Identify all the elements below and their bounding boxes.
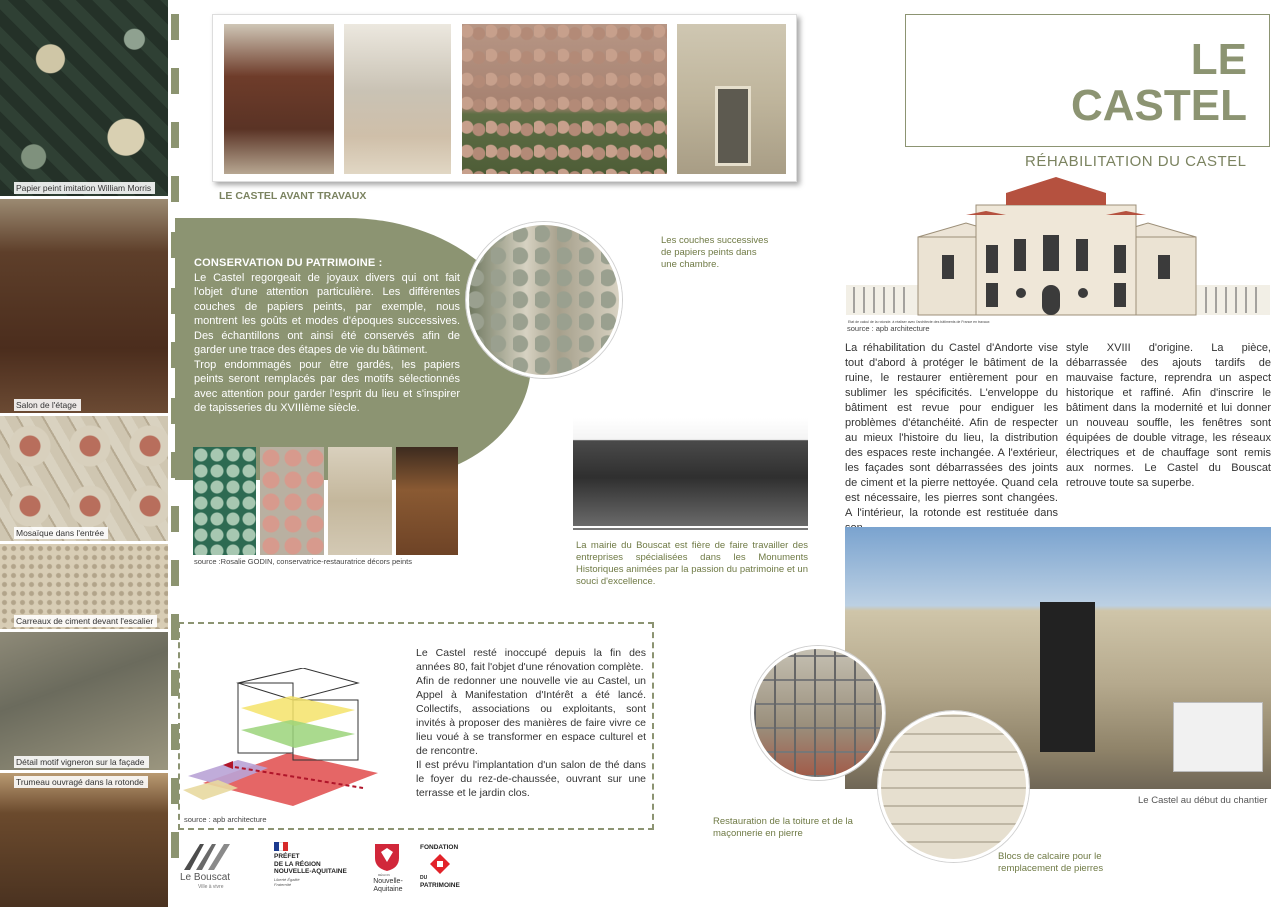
photo-before-facade — [677, 24, 786, 174]
prefet-line1: PRÉFET — [274, 853, 300, 860]
before-works-photos — [212, 14, 797, 182]
before-works-label: LE CASTEL AVANT TRAVAUX — [219, 190, 367, 202]
conservation-text — [194, 256, 460, 416]
page-title-line2: CASTEL — [1071, 81, 1247, 130]
prefet-line3: NOUVELLE-AQUITAINE — [274, 868, 347, 875]
divider — [573, 528, 808, 530]
wallpaper-layers-caption: Les couches successives de papiers peints dans une chambre. — [661, 235, 769, 270]
castel-elevation-drawing — [846, 175, 1270, 323]
photo-wallpaper-morris — [0, 0, 168, 196]
photo-castel-black-white — [573, 418, 808, 526]
caption-cement-tiles: Carreaux de ciment devant l'escalier — [14, 615, 157, 627]
fondation-logo-icon — [430, 854, 450, 874]
caption-vine-motif: Détail motif vigneron sur la façade — [14, 756, 149, 768]
photo-trumeau — [0, 773, 168, 907]
photo-before-hall — [344, 24, 451, 174]
fondation-logo-line1: FONDATION — [420, 844, 459, 851]
conservation-title: CONSERVATION DU PATRIMOINE : — [194, 257, 383, 269]
prefet-logo-text — [274, 853, 347, 876]
prefet-line2: DE LA RÉGION — [274, 860, 321, 868]
bouscat-logo-tagline: Ville à vivre — [198, 884, 224, 890]
french-flag-icon — [274, 842, 288, 851]
strip-tick — [171, 14, 179, 40]
strip-tick — [171, 832, 179, 858]
swatch-green-floral — [193, 447, 256, 555]
project-paragraph-1: Le Castel resté inoccupé depuis la fin des années 80, fait l'objet d'une rénovation complète. — [416, 647, 646, 673]
van — [1173, 702, 1263, 772]
photo-strip — [0, 0, 175, 907]
photo-roof-restoration — [751, 646, 885, 780]
bouscat-logo-icon — [182, 842, 232, 872]
region-logo-top: RÉGION — [378, 873, 390, 877]
elevation-source: source : apb architecture — [847, 324, 930, 333]
photo-salon — [0, 199, 168, 413]
strip-tick — [171, 506, 179, 532]
prefet-motto: Liberté Égalité Fraternité — [274, 877, 300, 887]
photo-before-bedroom — [462, 24, 667, 174]
roof-restoration-caption: Restauration de la toiture et de la maçonnerie en pierre — [713, 816, 853, 839]
tarp — [1040, 602, 1095, 752]
fondation-logo-line2: DU — [420, 875, 428, 881]
photo-wallpaper-layers — [466, 222, 622, 378]
strip-tick — [171, 176, 179, 202]
rehab-text-col2: style XVIII d'origine. La pièce, débarrassée des ajouts tardifs de mauvaise facture, reprendra un aspect historique et raffiné. Afin d'inscrire le bâtiment dans la modernité et lui donner un nouveau souffle, les fenêtres sont équipées de double vitrage, les réseaux électriques et de chauffage sont remis aux normes. Le Castel du Bouscat retrouve toute sa superbe. — [1066, 342, 1271, 489]
swatch-rose-floral — [260, 447, 324, 555]
swatch-beige-panel — [328, 447, 392, 555]
title-box — [905, 14, 1270, 147]
project-text — [416, 646, 646, 800]
caption-mosaic: Mosaïque dans l'entrée — [14, 527, 108, 539]
photo-before-room — [224, 24, 334, 174]
project-paragraph-2: Afin de redonner une nouvelle vie au Castel, un Appel à Manifestation d'Intérêt a été lancé. Collectifs, associations ou exploitants, sont invités à proposer des manières de faire vivre ce lieu voué à se transformer en espace culturel et de rencontre. — [416, 675, 646, 757]
photo-cement-tiles — [0, 544, 168, 629]
works-start-caption: Le Castel au début du chantier — [1138, 795, 1268, 806]
fondation-logo-line3: PATRIMOINE — [420, 882, 460, 889]
region-logo-text: Nouvelle-Aquitaine — [373, 878, 403, 893]
strip-tick — [171, 560, 179, 586]
window-detail — [715, 86, 751, 166]
page-subtitle: RÉHABILITATION DU CASTEL — [1025, 153, 1247, 170]
limestone-blocks-caption: Blocs de calcaire pour le remplacement de pierres — [998, 851, 1104, 874]
swatch-wood-panel — [396, 447, 458, 555]
caption-trumeau: Trumeau ouvragé dans la rotonde — [14, 776, 148, 788]
page-title-line1: LE — [1190, 35, 1247, 84]
region-shield-icon — [373, 842, 401, 872]
strip-tick — [171, 122, 179, 148]
project-source: source : apb architecture — [184, 815, 267, 824]
partner-logos — [180, 842, 480, 896]
rehab-text-col1: La réhabilitation du Castel d'Andorte vise tout d'abord à protéger le bâtiment de la ruine, le restaurer entièrement pour en sublimer les spécificités. L'enveloppe du bâtiment est revue pour endiguer les problèmes d'étanchéité. Afin de respecter au mieux l'histoire du lieu, la distribution des espaces reste inchangée. A l'extérieur, les façades sont débarrassées des joints de ciment et la pierre nettoyée. Quand cela est nécessaire, les pierres sont changées. A l'intérieur, la rotonde est restituée dans — [845, 342, 1058, 519]
page-title — [1071, 37, 1247, 129]
building-section-diagram — [183, 668, 393, 808]
photo-vine-motif — [0, 632, 168, 770]
conservation-paragraph-2: Trop endommagés pour être gardés, les papiers peints seront remplacés par des motifs sélectionnés avec attention pour garder l'esprit du lieu et s'inspirer de tapisseries du XVIIIème siècle. — [194, 358, 460, 414]
mairie-caption: La mairie du Bouscat est fière de faire travailler des entreprises spécialisées dans les Monuments Historiques animées par la passion du patrimoine et un souci d'excellence. — [576, 540, 808, 587]
elevation-note: Etat de calcul de la rotonde, à réaliser avec l'architecte des bâtiments de France en travaux — [848, 320, 990, 323]
conservation-source: source :Rosalie GODIN, conservatrice-restauratrice décors peints — [194, 557, 412, 566]
conservation-paragraph-1: Le Castel regorgeait de joyaux divers qui ont fait l'objet d'une attention particulière. Les différentes couches de papiers peints, par exemple, nous montrent les goûts et modes d'époques successives. Des échantillons ont ainsi été conservés afin de garder une trace des étapes de vie du bâtiment. — [194, 271, 460, 356]
photo-mosaic — [0, 416, 168, 541]
caption-salon: Salon de l'étage — [14, 399, 81, 411]
bouscat-logo-text: Le Bouscat — [180, 872, 231, 883]
photo-limestone-blocks — [878, 711, 1029, 862]
caption-wallpaper: Papier peint imitation William Morris — [14, 182, 155, 194]
strip-tick — [171, 68, 179, 94]
project-paragraph-3: Il est prévu l'implantation d'un salon de thé dans le foyer du rez-de-chaussée, ouvrant sur une terrasse et le jardin clos. — [416, 759, 646, 799]
